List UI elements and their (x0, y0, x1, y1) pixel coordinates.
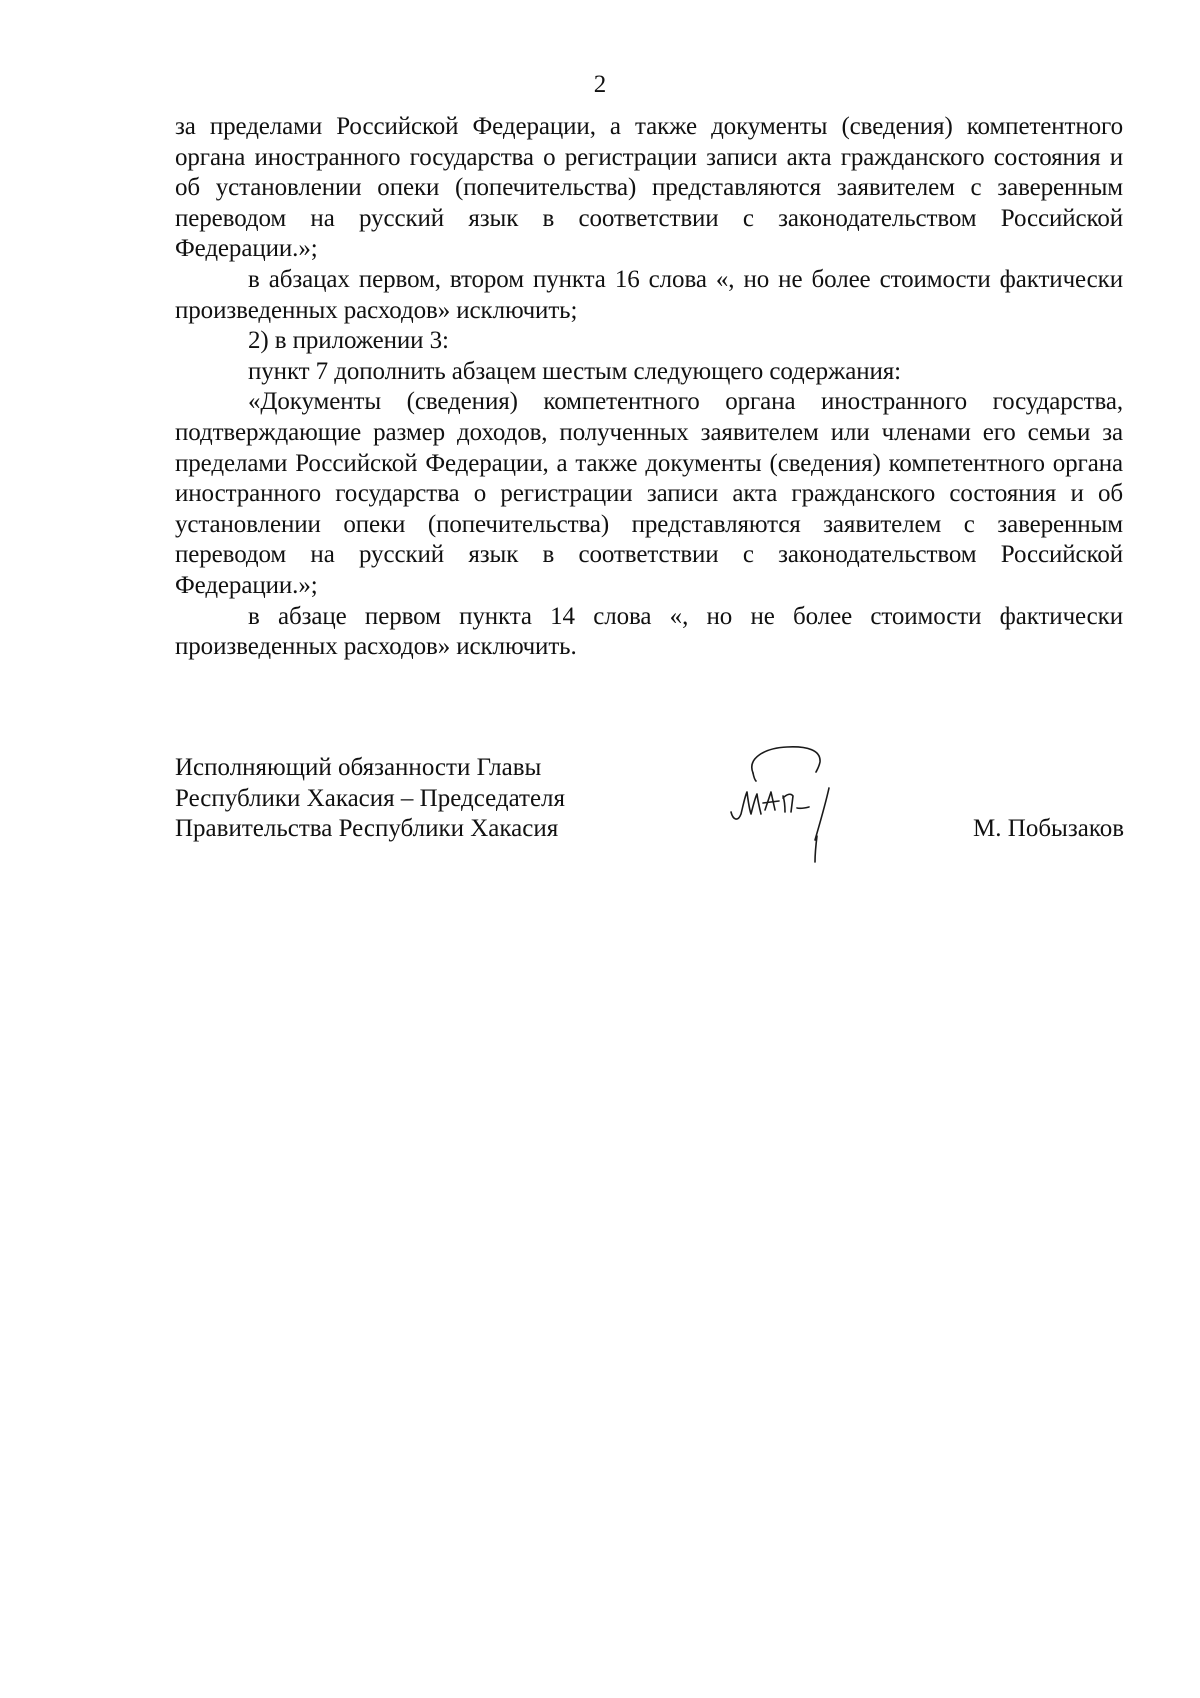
paragraph-continuation: за пределами Российской Федерации, а также документы (сведения) компетентного органа иностранного государства о регистрации записи акта гражданского состояния и об установлении опеки (попечительства) представляются заявителем с заверенным переводом на русский язык в соответствии с законодательством Российской Федерации.»; (175, 113, 1123, 263)
signer-name: М. Побызаков (973, 815, 1124, 842)
signatory-title-line: Правительства Республики Хакасия (175, 815, 559, 843)
paragraph-appendix-3: 2) в приложении 3: (248, 327, 449, 355)
paragraph-item-14: в абзаце первом пункта 14 слова «, но не более стоимости фактически произведенных расходов» исключить. (175, 602, 1123, 661)
document-body (175, 112, 1123, 663)
page-number: 2 (593, 71, 607, 98)
paragraph-quoted-documents: «Документы (сведения) компетентного органа иностранного государства, подтверждающие размер доходов, полученных заявителем или членами его семьи за пределами Российской Федерации, а также документы (сведения) компетентного органа иностранного государства о регистрации записи акта гражданского состояния и об установлении опеки (попечительства) представляются заявителем с заверенным переводом на русский язык в соответствии с законодательством Российской Федерации.»; (175, 388, 1123, 599)
paragraph-item-16: в абзацах первом, втором пункта 16 слова «, но не более стоимости фактически произведенных расходов» исключить; (175, 265, 1123, 324)
signatory-title-line: Республики Хакасия – Председателя (175, 784, 566, 812)
signatory-title-line: Исполняющий обязанности Главы (175, 754, 542, 781)
paragraph-item-7: пункт 7 дополнить абзацем шестым следующего содержания: (248, 357, 901, 385)
handwritten-signature (725, 740, 855, 870)
signatory-title (175, 753, 615, 845)
